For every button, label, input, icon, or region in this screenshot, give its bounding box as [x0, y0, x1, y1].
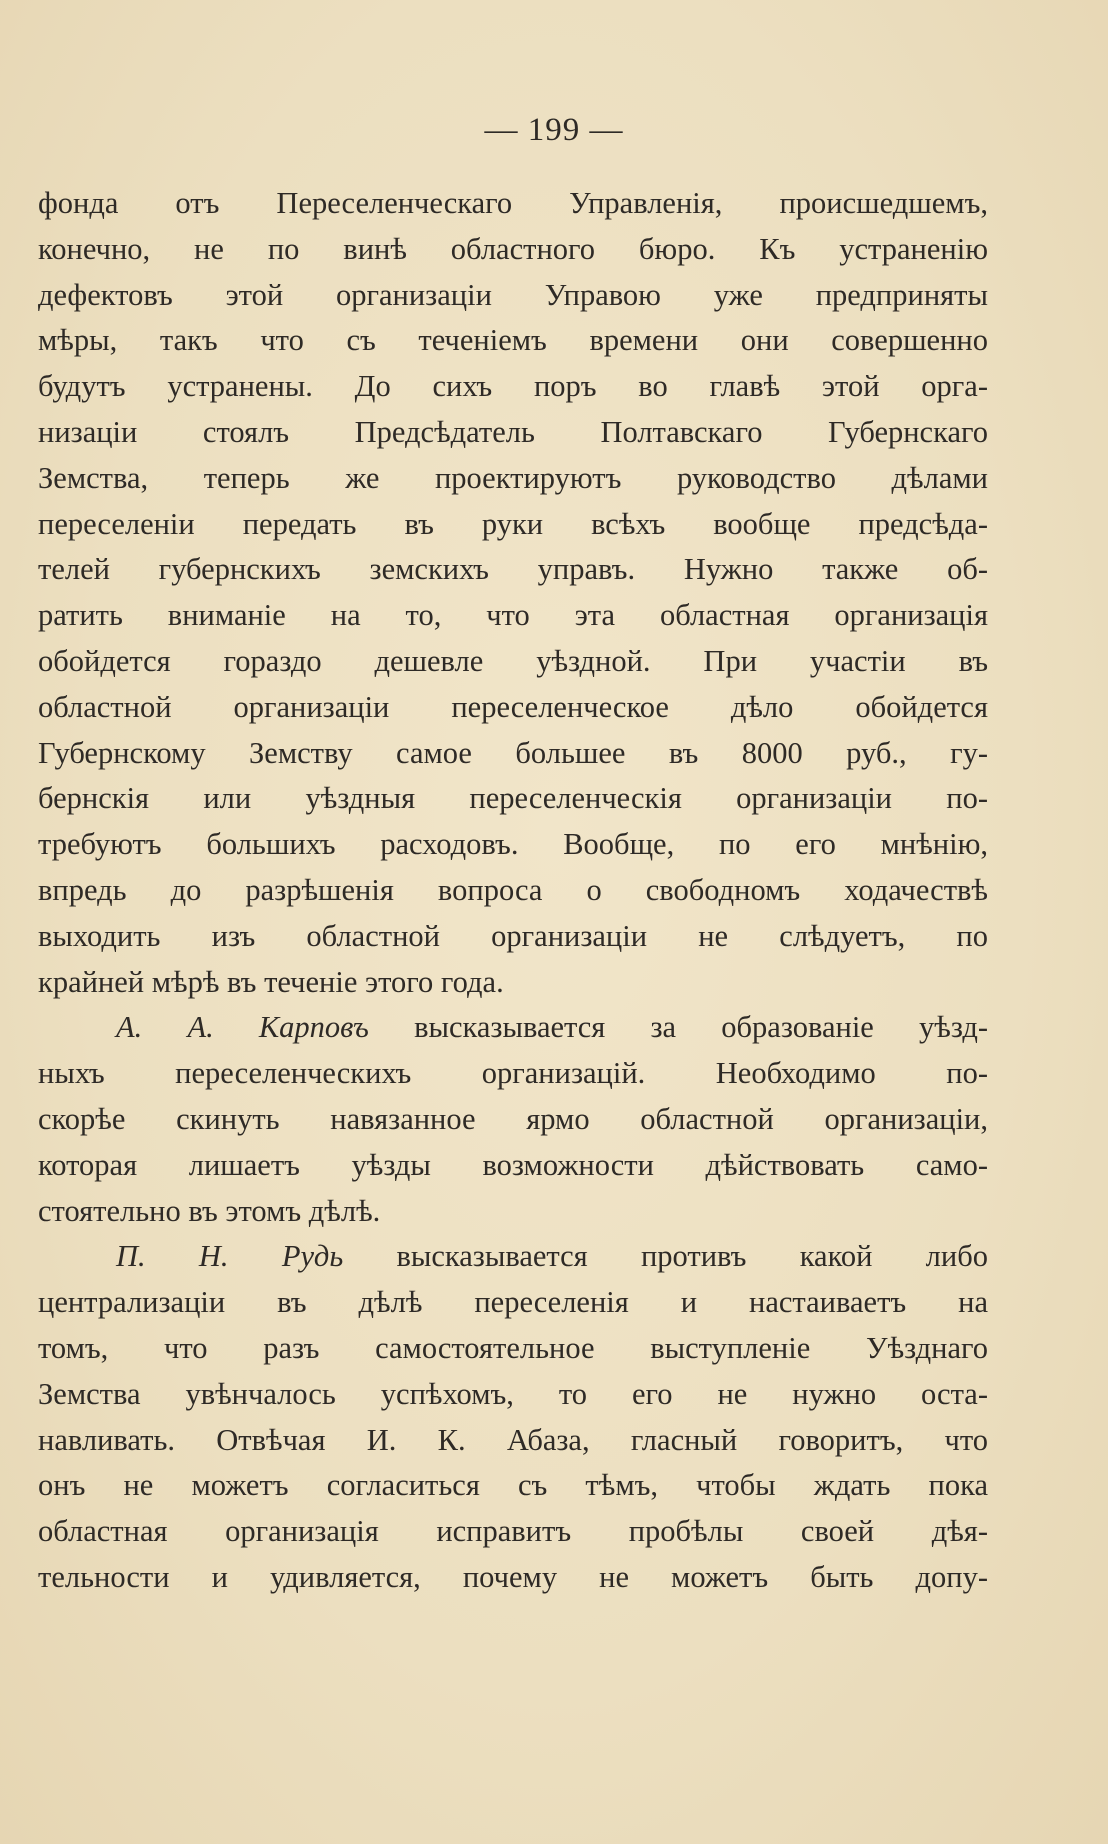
text-line: телей губернскихъ земскихъ управъ. Нужно также об-: [38, 552, 988, 587]
speaker-name: П. Н. Рудь: [116, 1239, 344, 1274]
text-line: онъ не можетъ согласиться съ тѣмъ, чтобы ждать пока: [38, 1468, 988, 1503]
text-line: централизаціи въ дѣлѣ переселенія и настаиваетъ на: [38, 1285, 988, 1320]
page-number: — 199 —: [484, 112, 624, 148]
text-line: бернскія или уѣздныя переселенческія организаціи по-: [38, 781, 988, 816]
text-line: ратить вниманіе на то, что эта областная организація: [38, 598, 988, 633]
text-line: навливать. Отвѣчая И. К. Абаза, гласный говоритъ, что: [38, 1422, 988, 1457]
text-line: областной организаціи переселенческое дѣло обойдется: [38, 689, 988, 724]
text-line: которая лишаетъ уѣзды возможности дѣйствовать само-: [38, 1147, 988, 1182]
text-line: впредь до разрѣшенія вопроса о свободномъ ходачествѣ: [38, 872, 988, 907]
speaker-name: А. А. Карповъ: [116, 1010, 369, 1045]
text-line: томъ, что разъ самостоятельное выступленіе Уѣзднаго: [38, 1330, 988, 1365]
text-line: конечно, не по винѣ областного бюро. Къ устраненію: [38, 231, 988, 266]
text-line: дефектовъ этой организаціи Управою уже предприняты: [38, 277, 988, 312]
text-line: обойдется гораздо дешевле уѣздной. При участіи въ: [38, 643, 988, 678]
text-line: требуютъ большихъ расходовъ. Вообще, по его мнѣнію,: [38, 827, 988, 862]
paragraph-opening-line: [38, 1005, 988, 1051]
text-line: мѣры, такъ что съ теченіемъ времени они совершенно: [38, 323, 988, 358]
text-line: переселеніи передать въ руки всѣхъ вообще предсѣда-: [38, 506, 988, 541]
text-line: стоятельно въ этомъ дѣлѣ.: [38, 1193, 381, 1228]
paragraph-3: [38, 1234, 988, 1600]
text-line: выходить изъ областной организаціи не слѣдуетъ, по: [38, 918, 988, 953]
text-line: крайней мѣрѣ въ теченіе этого года.: [38, 964, 504, 999]
text-line: фонда отъ Переселенческаго Управленія, происшедшемъ,: [38, 186, 988, 220]
body-text: [38, 181, 988, 1601]
paragraph-1: [38, 181, 988, 1005]
text-line: ныхъ переселенческихъ организацій. Необходимо по-: [38, 1056, 988, 1091]
paragraph-opening-line: [38, 1234, 988, 1280]
text-line: низаціи стоялъ Предсѣдатель Полтавскаго Губернскаго: [38, 414, 988, 449]
text-line: Земства увѣнчалось успѣхомъ, то его не нужно оста-: [38, 1376, 988, 1411]
text-line: Земства, теперь же проектируютъ руководство дѣлами: [38, 460, 988, 495]
text-line: Губернскому Земству самое большее въ 8000 руб., гу-: [38, 735, 988, 770]
text-line: будутъ устранены. До сихъ поръ во главѣ этой орга-: [38, 369, 988, 404]
text-line: скорѣе скинуть навязанное ярмо областной организаціи,: [38, 1101, 988, 1136]
text-line: областная организація исправитъ пробѣлы своей дѣя-: [38, 1514, 988, 1549]
speech-text: высказывается противъ какой либо: [396, 1239, 988, 1274]
speech-text: высказывается за образованіе уѣзд-: [414, 1010, 989, 1045]
text-line: тельности и удивляется, почему не можетъ быть допу-: [38, 1559, 988, 1594]
paragraph-2: [38, 1005, 988, 1234]
